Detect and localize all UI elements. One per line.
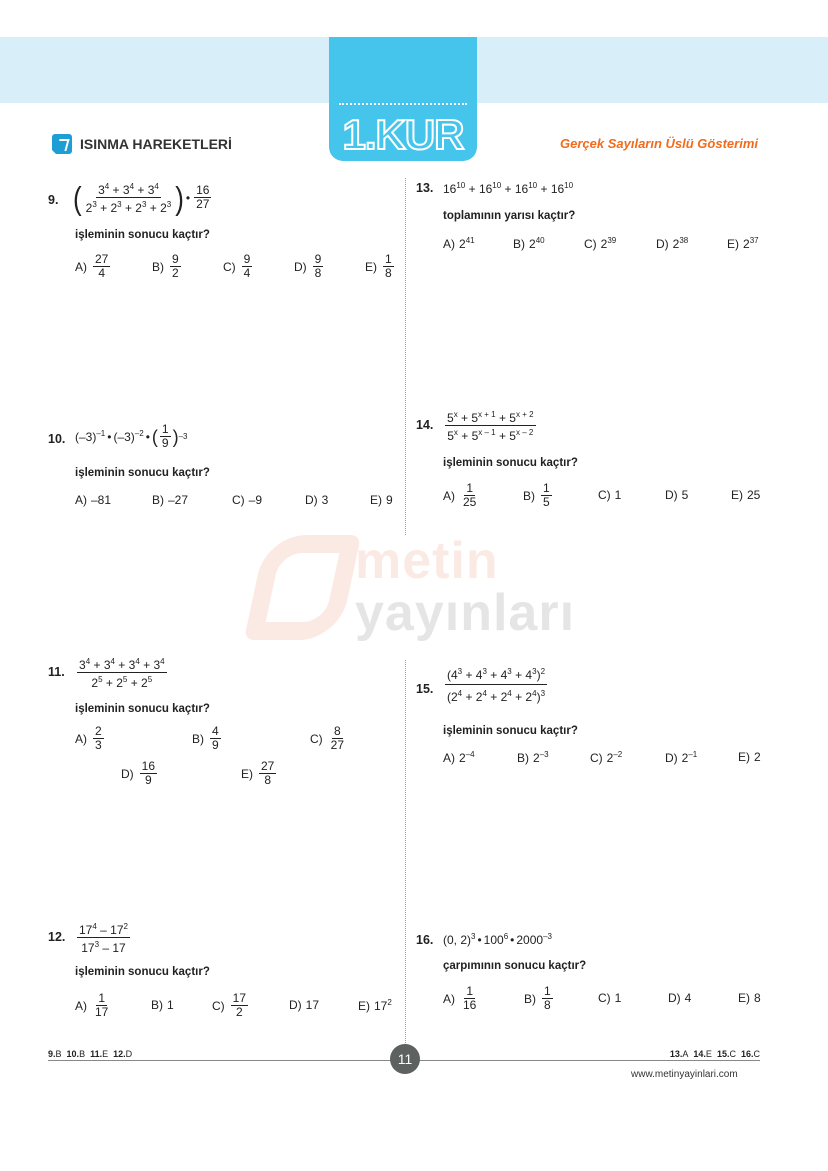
q16-option-e[interactable]: E) 8 xyxy=(738,991,761,1005)
q10-expression: $(-3)^{-1}$ • $(-3)^{-2}$ • ( 1 9 ) –3 xyxy=(75,422,188,450)
q15-option-b[interactable]: B) $2^{-3}$ xyxy=(517,750,549,765)
q12-option-e[interactable]: E) $17^2$ xyxy=(358,998,392,1013)
q16-option-a[interactable]: A) 1 16 xyxy=(443,984,477,1012)
page-number: 11 xyxy=(390,1044,420,1074)
q12-option-b[interactable]: B) 1 xyxy=(151,998,174,1012)
q9-option-d[interactable]: D) 9 8 xyxy=(294,252,322,280)
q11-option-c[interactable]: C) 8 27 xyxy=(310,724,345,752)
q10-option-d[interactable]: D) 3 xyxy=(305,493,329,507)
q14-option-d[interactable]: D) 5 xyxy=(665,488,689,502)
q14-prompt: işleminin sonucu kaçtır? xyxy=(443,457,578,469)
q13-expression: $16^{10} + 16^{10} + 16^{10} + 16^{10}$ xyxy=(443,181,574,196)
q11-option-a[interactable]: A) 2 3 xyxy=(75,724,102,752)
answer-key-left: 9.B 10.B 11.E 12.D xyxy=(48,1049,133,1059)
publisher-url[interactable]: www.metinyayinlari.com xyxy=(631,1069,738,1080)
q13-option-a[interactable]: A) $2^{41}$ xyxy=(443,236,475,251)
q10-option-a[interactable]: A) –81 xyxy=(75,493,112,507)
question-number: 16. xyxy=(416,933,434,947)
q9-prompt: işleminin sonucu kaçtır? xyxy=(75,229,210,241)
watermark-line2: yayınları xyxy=(355,584,576,642)
q12-prompt: işleminin sonucu kaçtır? xyxy=(75,966,210,978)
q11-option-e[interactable]: E) 27 8 xyxy=(241,759,275,787)
q15-option-a[interactable]: A) $2^{-4}$ xyxy=(443,750,475,765)
answer-key-right: 13.A 14.E 15.C 16.C xyxy=(669,1049,760,1059)
q16-option-c[interactable]: C) 1 xyxy=(598,991,622,1005)
publisher-logo-icon xyxy=(52,134,72,154)
q11-option-d[interactable]: D) 16 9 xyxy=(121,759,156,787)
kur-badge xyxy=(329,37,477,161)
q12-expression: $17^4 - 17^2$ $17^3 - 17$ xyxy=(79,922,128,955)
watermark-line1: metin xyxy=(355,532,499,590)
q13-option-c[interactable]: C) $2^{39}$ xyxy=(584,236,617,251)
q9-expression: ( $3^4 + 3^4 + 3^4$ $2^3 + 2^3 + 2^3 + 2^3$ ) • 16 27 xyxy=(73,178,210,217)
q16-option-b[interactable]: B) 1 8 xyxy=(524,984,551,1012)
q10-option-e[interactable]: E) 9 xyxy=(370,493,393,507)
watermark-logo-icon xyxy=(244,535,361,640)
q15-prompt: işleminin sonucu kaçtır? xyxy=(443,725,578,737)
q14-option-c[interactable]: C) 1 xyxy=(598,488,622,502)
q12-option-c[interactable]: C) 17 2 xyxy=(212,991,247,1019)
q9-option-e[interactable]: E) 1 8 xyxy=(365,252,392,280)
q9-option-b[interactable]: B) 9 2 xyxy=(152,252,179,280)
q13-option-d[interactable]: D) $2^{38}$ xyxy=(656,236,689,251)
q13-prompt: toplamının yarısı kaçtır? xyxy=(443,210,576,222)
q12-option-a[interactable]: A) 1 17 xyxy=(75,991,109,1019)
question-number: 15. xyxy=(416,682,434,696)
question-number: 10. xyxy=(48,432,66,446)
publisher-watermark xyxy=(255,532,576,655)
question-number: 14. xyxy=(416,418,434,432)
q15-option-d[interactable]: D) $2^{-1}$ xyxy=(665,750,698,765)
q16-expression: (0, 2)$^3$ • $100^6$ • $2000^{-3}$ xyxy=(443,932,552,947)
q9-option-c[interactable]: C) 9 4 xyxy=(223,252,251,280)
q14-option-a[interactable]: A) 1 25 xyxy=(443,481,477,509)
q15-expression: $(4^3 + 4^3 + 4^3 + 4^3)^2$ $(2^4 + 2^4 + 2^4 + 2^4)^3$ xyxy=(443,663,549,706)
question-number: 13. xyxy=(416,181,434,195)
q11-expression: $3^4 + 3^4 + 3^4 + 3^4$ $2^5 + 2^5 + 2^5$ xyxy=(79,657,165,690)
kur-label: 1.KUR xyxy=(342,111,464,158)
question-number: 9. xyxy=(48,193,59,207)
q10-option-b[interactable]: B) –27 xyxy=(152,493,189,507)
column-divider-bottom xyxy=(405,660,406,1045)
chapter-title: Gerçek Sayıların Üslü Gösterimi xyxy=(560,136,758,151)
q13-option-e[interactable]: E) $2^{37}$ xyxy=(727,236,759,251)
q10-prompt: işleminin sonucu kaçtır? xyxy=(75,467,210,479)
q16-option-d[interactable]: D) 4 xyxy=(668,991,692,1005)
kur-dotted-line xyxy=(339,103,467,105)
q11-option-b[interactable]: B) 4 9 xyxy=(192,724,219,752)
column-divider-top xyxy=(405,178,406,535)
q16-prompt: çarpımının sonucu kaçtır? xyxy=(443,960,587,972)
section-title: ISINMA HAREKETLERİ xyxy=(80,136,232,152)
q15-option-c[interactable]: C) $2^{-2}$ xyxy=(590,750,623,765)
q14-option-b[interactable]: B) 1 5 xyxy=(523,481,550,509)
q14-option-e[interactable]: E) 25 xyxy=(731,488,761,502)
q15-option-e[interactable]: E) 2 xyxy=(738,750,761,764)
question-number: 11. xyxy=(48,665,65,679)
q12-option-d[interactable]: D) 17 xyxy=(289,998,320,1012)
q14-expression: $5^x + 5^{x + 1} + 5^{x + 2}$ $5^x + 5^{x - 1} + 5^{x - 2}$ xyxy=(447,410,534,443)
q11-prompt: işleminin sonucu kaçtır? xyxy=(75,703,210,715)
q13-option-b[interactable]: B) $2^{40}$ xyxy=(513,236,545,251)
q10-option-c[interactable]: C) –9 xyxy=(232,493,263,507)
q9-option-a[interactable]: A) 27 4 xyxy=(75,252,109,280)
question-number: 12. xyxy=(48,930,66,944)
